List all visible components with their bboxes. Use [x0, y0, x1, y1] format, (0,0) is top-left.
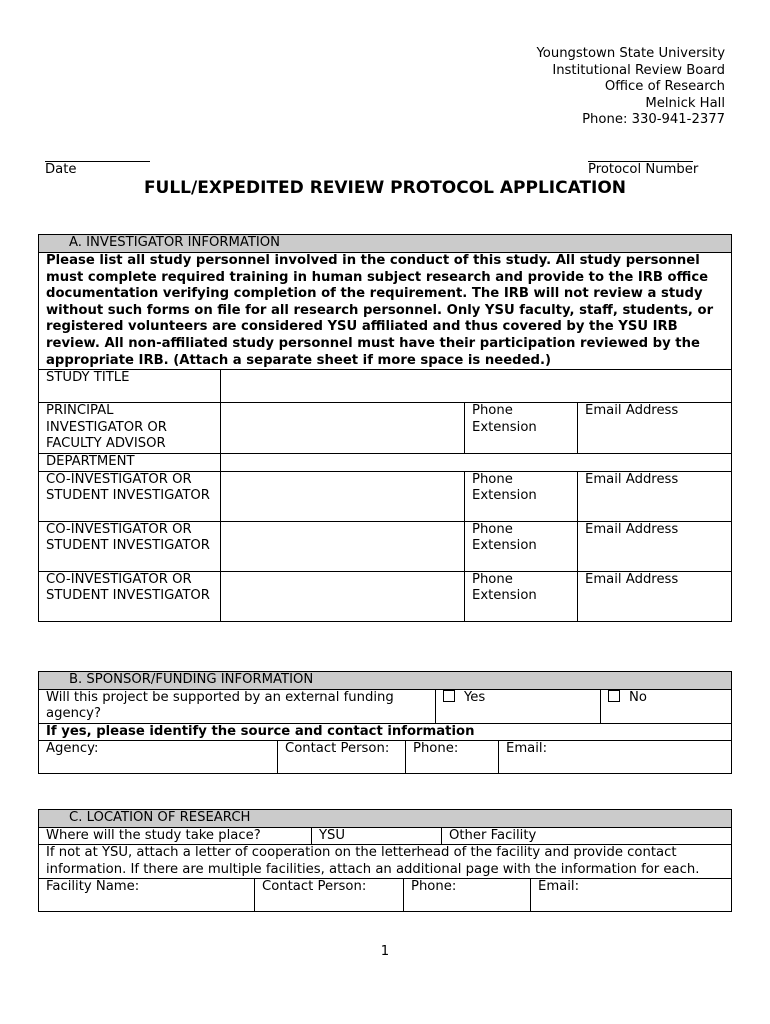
- contact-person-label: Contact Person:: [262, 879, 367, 895]
- university-name: Youngstown State University: [536, 46, 725, 61]
- institution-address: [536, 46, 725, 129]
- email-address-label[interactable]: Email Address: [578, 403, 732, 454]
- facility-name-label: Facility Name:: [46, 879, 140, 895]
- office-phone: Phone: 330-941-2377: [582, 112, 725, 127]
- co-investigator-field[interactable]: [221, 471, 465, 521]
- yes-option[interactable]: [436, 689, 601, 723]
- phone-extension-label[interactable]: Phone Extension: [465, 403, 578, 454]
- location-question: Where will the study take place?: [39, 827, 312, 845]
- no-label: No: [629, 689, 647, 705]
- no-checkbox[interactable]: [608, 690, 620, 702]
- phone-extension-label[interactable]: Phone Extension: [465, 521, 578, 571]
- co-investigator-label: CO-INVESTIGATOR OR STUDENT INVESTIGATOR: [39, 571, 221, 621]
- phone-extension-label[interactable]: Phone Extension: [465, 471, 578, 521]
- department-field[interactable]: [221, 453, 732, 471]
- co-investigator-field[interactable]: [221, 571, 465, 621]
- phone-label: Phone:: [413, 741, 459, 757]
- contact-person-label: Contact Person:: [285, 741, 390, 757]
- funding-question: Will this project be supported by an external funding agency?: [39, 689, 436, 723]
- email-field[interactable]: [499, 741, 732, 774]
- page-number: 1: [380, 944, 390, 959]
- sponsor-table: [38, 671, 732, 774]
- protocol-number-label: Protocol Number: [588, 162, 699, 177]
- study-title-label: STUDY TITLE: [39, 370, 221, 403]
- facility-name-field[interactable]: [39, 879, 255, 912]
- co-investigator-label: CO-INVESTIGATOR OR STUDENT INVESTIGATOR: [39, 521, 221, 571]
- email-label: Email:: [506, 741, 548, 757]
- ysu-option[interactable]: YSU: [312, 827, 442, 845]
- study-title-field[interactable]: [221, 370, 732, 403]
- contact-person-field[interactable]: [278, 741, 406, 774]
- principal-investigator-field[interactable]: [221, 403, 465, 454]
- investigator-table: [38, 234, 732, 622]
- co-investigator-field[interactable]: [221, 521, 465, 571]
- phone-field[interactable]: [404, 879, 531, 912]
- date-label: Date: [45, 162, 77, 177]
- email-field[interactable]: [531, 879, 732, 912]
- email-address-label[interactable]: Email Address: [578, 471, 732, 521]
- building-name: Melnick Hall: [645, 95, 725, 111]
- board-name: Institutional Review Board: [552, 62, 725, 78]
- page-title: FULL/EXPEDITED REVIEW PROTOCOL APPLICATION: [143, 178, 627, 198]
- phone-field[interactable]: [406, 741, 499, 774]
- agency-label: Agency:: [46, 741, 99, 757]
- agency-field[interactable]: [39, 741, 278, 774]
- yes-label: Yes: [464, 689, 486, 705]
- facility-instructions: If not at YSU, attach a letter of cooperation on the letterhead of the facility and provide contact information. If there are multiple facilities, attach an additional page with the information for each.: [39, 845, 732, 879]
- co-investigator-label: CO-INVESTIGATOR OR STUDENT INVESTIGATOR: [39, 471, 221, 521]
- phone-extension-label[interactable]: Phone Extension: [465, 571, 578, 621]
- other-facility-option[interactable]: Other Facility: [442, 827, 732, 845]
- email-address-label[interactable]: Email Address: [578, 571, 732, 621]
- contact-person-field[interactable]: [255, 879, 404, 912]
- section-a-heading: A. INVESTIGATOR INFORMATION: [39, 235, 732, 253]
- office-name: Office of Research: [604, 79, 725, 94]
- yes-checkbox[interactable]: [443, 690, 455, 702]
- email-label: Email:: [538, 879, 580, 895]
- location-table: [38, 809, 732, 912]
- funding-source-prompt: If yes, please identify the source and contact information: [39, 723, 732, 741]
- principal-investigator-label: PRINCIPAL INVESTIGATOR OR FACULTY ADVISOR: [39, 403, 221, 454]
- department-label: DEPARTMENT: [39, 453, 221, 471]
- no-option[interactable]: [601, 689, 732, 723]
- phone-label: Phone:: [411, 879, 457, 895]
- section-b-heading: B. SPONSOR/FUNDING INFORMATION: [39, 672, 732, 690]
- section-c-heading: C. LOCATION OF RESEARCH: [39, 810, 732, 828]
- section-a-instructions: Please list all study personnel involved in the conduct of this study. All study personnel must complete required training in human subject research and provide to the IRB office documentation verifying completion of the requirement. The IRB will not review a study without such forms on file for all research personnel. Only YSU faculty, staff, students, or registered volunteers are considered YSU affiliated and thus covered by the YSU IRB review. All non-affiliated study personnel must have their participation reviewed by the appropriate IRB. (Attach a separate sheet if more space is needed.): [39, 253, 732, 370]
- email-address-label[interactable]: Email Address: [578, 521, 732, 571]
